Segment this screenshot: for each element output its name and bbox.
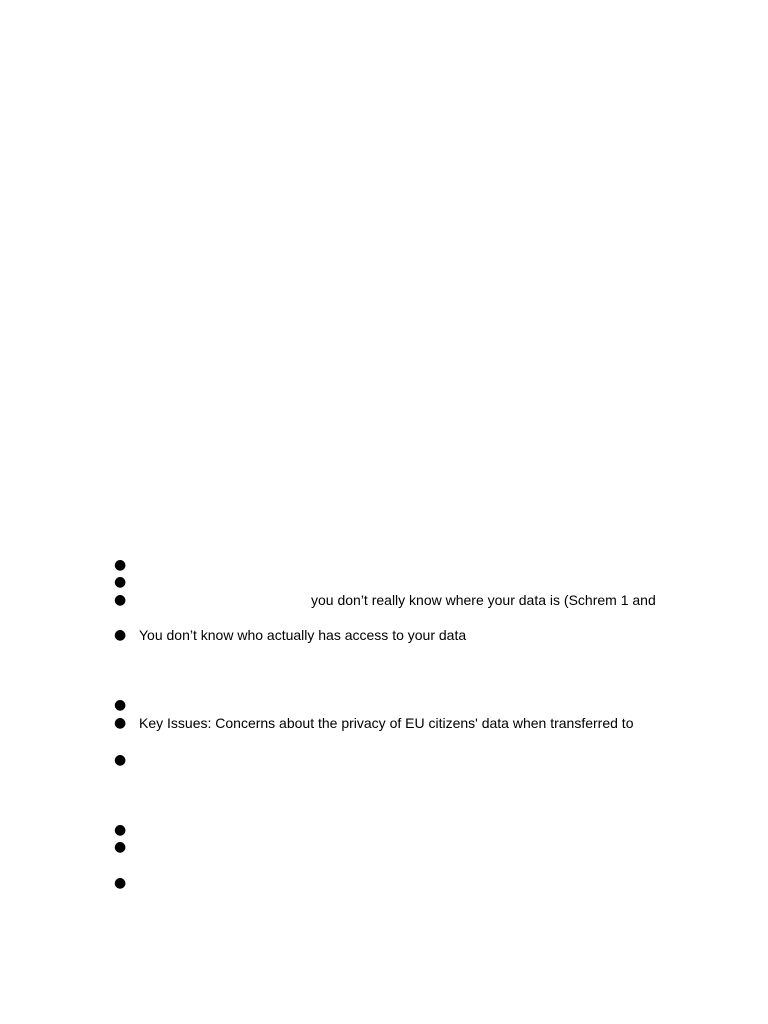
list-bullet: ● bbox=[114, 557, 127, 573]
list-item-text: You don’t know who actually has access to your data bbox=[139, 627, 467, 643]
list-bullet: ● bbox=[114, 839, 127, 855]
list-bullet: ● bbox=[114, 715, 127, 731]
list-bullet: ● bbox=[114, 875, 127, 891]
list-bullet: ● bbox=[114, 752, 127, 768]
list-item-text: you don’t really know where your data is (Schrem 1 and bbox=[311, 592, 656, 608]
list-bullet: ● bbox=[114, 592, 127, 608]
list-bullet: ● bbox=[114, 574, 127, 590]
list-bullet: ● bbox=[114, 822, 127, 838]
list-bullet: ● bbox=[114, 627, 127, 643]
list-item-text: Key Issues: Concerns about the privacy of EU citizens' data when transferred to bbox=[139, 715, 634, 731]
list-bullet: ● bbox=[114, 697, 127, 713]
